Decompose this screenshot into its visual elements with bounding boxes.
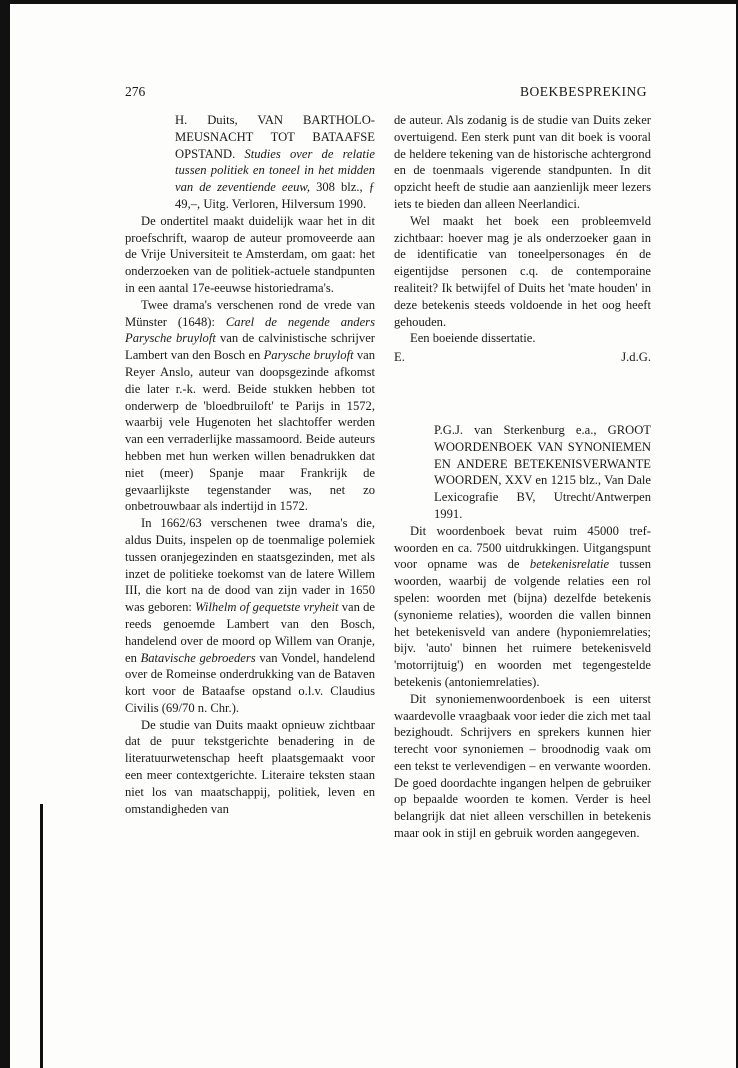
right-column [394, 112, 651, 842]
review2-reference: P.G.J. van Sterkenburg e.a., GROOT WOORDENBOEK VAN SYNONIEMEN EN ANDERE BETEKENISVERWANTE WOORDEN, XXV en 1215 blz., Van Dale Lexicografie BV, Utrecht/Antwerpen 1991. [434, 422, 651, 521]
review2-paragraph: Dit woordenboek bevat ruim 45000 trefwoorden en ca. 7500 uitdrukkingen. Uitgangspunt voor opname was de betekenisrelatie tussen woorden, waarbij de volgende relaties een rol spelen: woorden met (bijna) dezelfde betekenis (synonieme relaties), woorden die vallen binnen het betekenisveld van andere (hyponiemrelaties; bijv. 'auto' binnen het ruimere betekenisveld 'motorrijtuig') en woorden met tegengestelde betekenis (antoniemrelaties). [394, 523, 652, 689]
review1-paragraph: Een boeiende dissertatie. [410, 331, 536, 346]
review1-paragraph: Wel maakt het boek een probleemveld zichtbaar: hoever mag je als onderzoeker gaan in de identificatie van toneelpersonages én de eigentijdse personen c.q. de contemporaine realiteit? Ik betwijfel of Duits het 'mate houden' in deze betekenis steeds voldoende in het oog heeft gehouden. [394, 213, 651, 329]
review1-paragraph-continued: de auteur. Als zodanig is de studie van Duits zeker overtuigend. Een sterk punt van dit boek is vooral de heldere tekening van de historische achtergrond en de toenmaals vigerende standpunten. In dit opzicht heeft de studie aan aanzienlijk meer lezers iets te bieden dan alleen Neerlandici. [394, 113, 651, 211]
review1-reference: H. Duits, VAN BARTHOLOMEUSNACHT TOT BATAAFSE OPSTAND. Studies over de relatie tussen politiek en toneel in het midden van de zeventiende eeuw, 308 blz., ƒ 49,–, Uitg. Verloren, Hilversum 1990. [175, 113, 376, 211]
review1-paragraph: In 1662/63 verschenen twee drama's die, aldus Duits, inspelen op de toenmalige polemiek tussen oranjegezinden en staatsgezinden, met als inzet de politieke toekomst van de latere Willem III, die kort na de dood van zijn vader in 1650 was geboren: Wilhelm of gequetste vryheit van de reeds genoemde Lambert van den Bosch, handelend over de moord op Willem van Oranje, en Batavische gebroeders van Vondel, handelend over de Romeinse onderdrukking van de Bataven kort voor de Bataafse opstand o.l.v. Claudius Civilis (69/70 n. Chr.). [125, 516, 376, 715]
signature-left: E. [394, 350, 405, 365]
signature-right: J.d.G. [621, 350, 651, 365]
running-head: BOEKBESPREKING [520, 84, 648, 99]
page-number: 276 [125, 84, 146, 99]
review1-subtitle: Studies over de relatie tussen politiek en toneel in het midden van de zeventiende eeuw, [175, 146, 375, 195]
left-column [125, 112, 375, 817]
review1-signature [394, 349, 651, 366]
review1-paragraph: Twee drama's verschenen rond de vrede van Münster (1648): Carel de negende anders Parysche bruyloft van de calvinistische schrijver Lambert van den Bosch en Parysche bruyloft van Reyer Anslo, auteur van doopsgezinde afkomst die later r.-k. werd. Beide stukken hebben tot onderwerp de 'bloedbruiloft' te Parijs in 1572, waarbij vele Hugenoten het slachtoffer werden van een verraderlijke massamoord. Beide auteurs hebben met hun werken willen benadrukken dat niet (meer) Spanje maar Frankrijk de gevaarlijkste tegenstander was, net zo onbetrouwbaar als indertijd in 1572. [125, 297, 376, 514]
review1-paragraph: De studie van Duits maakt opnieuw zichtbaar dat de puur tekstgerichte benadering in de literatuurwetenschap heeft plaatsgemaakt voor een meer contextgerichte. Literaire teksten staan niet los van maatschappij, politiek, leven en omstandigheden van [125, 717, 375, 816]
journal-page [10, 4, 736, 1068]
review2-paragraph: Dit synoniemenwoordenboek is een uiterst waardevolle vraagbaak voor ieder die zich met taal bezighoudt. Schrijvers en sprekers kunnen hier terecht voor synoniemen – broodnodig vaak om een tekst te verlevendigen – en verwante woorden. De goed doordachte ingangen helpen de gebruiker op bepaalde woorden te komen. Verder is heel belangrijk dat niet alleen verschillen in betekenis maar ook in stijl en gebruik worden aangegeven. [394, 691, 651, 841]
section-gap [394, 366, 651, 422]
review1-paragraph: De ondertitel maakt duidelijk waar het in dit proefschrift, waarop de auteur promoveerde aan de Vrije Universiteit te Amsterdam, om gaat: het onderzoeken van de politiek-actuele standpunten in een aantal 17e-eeuwse historiedrama's. [125, 213, 375, 295]
